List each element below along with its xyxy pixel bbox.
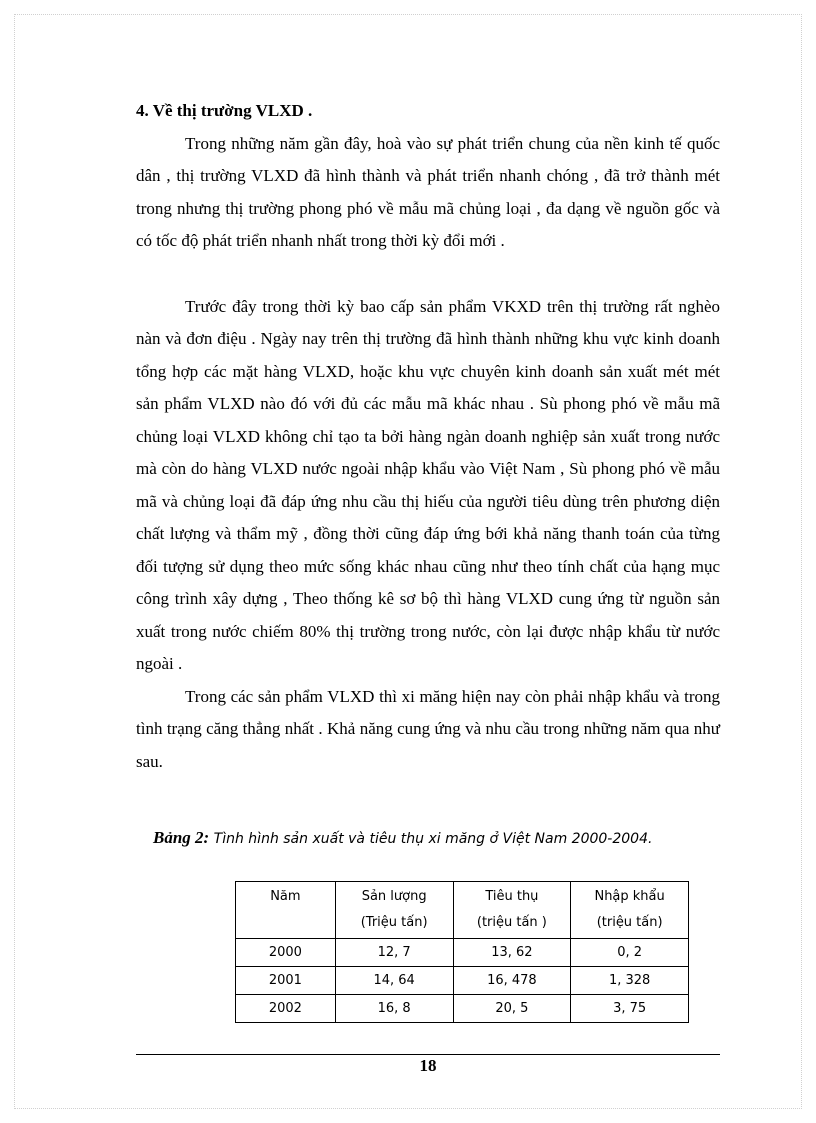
page-number: 18 [419, 1056, 437, 1075]
footer-divider [136, 1054, 720, 1055]
table-cell: 2002 [236, 995, 336, 1023]
table-cell: 16, 478 [453, 967, 571, 995]
header-import: Nhập khẩu (triệu tấn) [571, 882, 689, 939]
paragraph-gap [136, 258, 720, 291]
table-cell: 13, 62 [453, 939, 571, 967]
table-row [236, 995, 689, 1023]
table-caption [153, 828, 753, 848]
header-consumption: Tiêu thụ (triệu tấn ) [453, 882, 571, 939]
table-cell: 12, 7 [335, 939, 453, 967]
cement-table [235, 881, 689, 1023]
table-cell: 2000 [236, 939, 336, 967]
caption-label: Bảng 2: [153, 828, 210, 847]
table-cell: 14, 64 [335, 967, 453, 995]
table-cell: 0, 2 [571, 939, 689, 967]
table-cell: 3, 75 [571, 995, 689, 1023]
table-cell: 2001 [236, 967, 336, 995]
header-year: Năm [236, 882, 336, 939]
paragraph-3: Trong các sản phẩm VLXD thì xi măng hiện nay còn phải nhập khẩu và trong tình trạng căng thẳng nhất . Khả năng cung ứng và nhu cầu trong những năm qua như sau. [136, 686, 720, 771]
header-production: Sản lượng (Triệu tấn) [335, 882, 453, 939]
paragraph-1: Trong những năm gần đây, hoà vào sự phát triển chung của nền kinh tế quốc dân , thị trường VLXD đã hình thành và phát triển nhanh chóng , đã trở thành mét trong nhưng thị trường phong phó về mẫu mã chủng loại , đa dạng về nguồn gốc và có tốc độ phát triển nhanh nhất trong thời kỳ đổi mới . [136, 133, 720, 250]
table-row [236, 939, 689, 967]
caption-text: Tình hình sản xuất và tiêu thụ xi măng ở Việt Nam 2000-2004. [209, 831, 653, 847]
table-cell: 16, 8 [335, 995, 453, 1023]
table-cell: 20, 5 [453, 995, 571, 1023]
paragraph-2: Trước đây trong thời kỳ bao cấp sản phẩm VKXD trên thị trường rất nghèo nàn và đơn điệu . Ngày nay trên thị trường đã hình thành những khu vực kinh doanh tổng hợp các mặt hàng VLXD, hoặc khu vực chuyên kinh doanh sản xuất mét mét sản phẩm VLXD nào đó với đủ các mẫu mã khác nhau . Sù phong phó về mẫu mã chủng loại VLXD không chỉ tạo ta bởi hàng ngàn doanh nghiệp sản xuất trong nước mà còn do hàng VLXD nước ngoài nhập khẩu vào Việt Nam , Sù phong phó về mẫu mã và chủng loại đã đáp ứng nhu cầu thị hiếu của người tiêu dùng trên phương diện chất lượng và thẩm mỹ , đồng thời cũng đáp ứng bới khả năng thanh toán của từng đối tượng sử dụng theo mức sống khác nhau cũng như theo tính chất của hạng mục công trình xây dựng , Theo thống kê sơ bộ thì hàng VLXD cung ứng từ nguồn sản xuất trong nước chiếm 80% thị trường trong nước, còn lại được nhập khẩu từ nước ngoài . [136, 296, 720, 673]
section-heading: 4. Về thị trường VLXD . [136, 101, 313, 120]
document-body [136, 95, 720, 778]
table-header-row [236, 882, 689, 939]
table-cell: 1, 328 [571, 967, 689, 995]
table-row [236, 967, 689, 995]
